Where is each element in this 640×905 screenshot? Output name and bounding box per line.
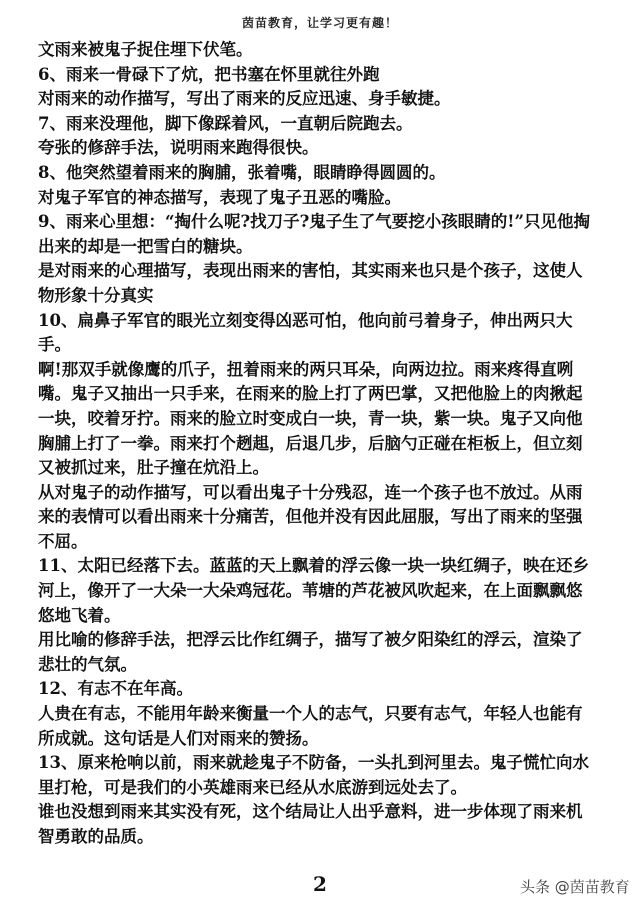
document-body xyxy=(38,38,604,850)
watermark: 头条 @茵苗教育 xyxy=(520,878,630,896)
text-line: 嘴。鬼子又抽出一只手来，在雨来的脸上打了两巴掌，又把他脸上的肉揪起 xyxy=(38,384,583,404)
text-line: 胸脯上打了一拳。雨来打个趔趄，后退几步，后脑勺正碰在柜板上，但立刻 xyxy=(38,433,583,453)
text-line: 智勇敢的品质。 xyxy=(38,827,154,846)
text-line: 人贵在有志，不能用年龄来衡量一个人的志气，只要有志气，年轻人也能有 xyxy=(38,704,583,724)
text-line: 谁也没想到雨来其实没有死，这个结局让人出乎意料，进一步体现了雨来机 xyxy=(38,802,583,822)
text-line: 用比喻的修辞手法，把浮云比作红绸子，描写了被夕阳染红的浮云，渲染了 xyxy=(38,630,583,650)
text-line: 又被抓过来，肚子撞在炕沿上。 xyxy=(38,458,269,478)
text-line: 物形象十分真实 xyxy=(38,285,154,305)
text-line: 8、他突然望着雨来的胸脯，张着嘴，眼睛睁得圆圆的。 xyxy=(38,162,446,182)
text-line: 夸张的修辞手法，说明雨来跑得很快。 xyxy=(38,138,319,158)
text-line: 11、太阳已经落下去。蓝蓝的天上飘着的浮云像一块一块红绸子，映在还乡 xyxy=(38,556,589,576)
text-line: 河上，像开了一大朵一大朵鸡冠花。苇塘的芦花被风吹起来，在上面飘飘悠 xyxy=(38,581,583,601)
text-line: 不屈。 xyxy=(38,531,88,551)
page-header: 茵苗教育，让学习更有趣！ xyxy=(241,16,398,30)
text-line: 7、雨来没理他，脚下像踩着风，一直朝后院跑去。 xyxy=(38,113,413,133)
text-line: 所成就。这句话是人们对雨来的赞扬。 xyxy=(38,728,319,748)
text-line: 10、扁鼻子军官的眼光立刻变得凶恶可怕，他向前弓着身子，伸出两只大手。 xyxy=(38,310,573,355)
text-line: 里打枪，可是我们的小英雄雨来已经从水底游到远处去了。 xyxy=(38,777,467,797)
text-line: 悠地飞着。 xyxy=(38,605,121,625)
text-line: 啊!那双手就像鹰的爪子，扭着雨来的两只耳朵，向两边拉。雨来疼得直咧 xyxy=(38,359,574,379)
text-line: 9、雨来心里想：“掏什么呢?找刀子?鬼子生了气要挖小孩眼睛的!”只见他掏 xyxy=(38,212,591,232)
text-line: 6、雨来一骨碌下了炕，把书塞在怀里就往外跑 xyxy=(38,64,380,84)
text-line: 对雨来的动作描写，写出了雨来的反应迅速、身手敏捷。 xyxy=(38,89,451,109)
text-line: 文雨来被鬼子捉住埋下伏笔。 xyxy=(38,40,253,59)
text-line: 出来的却是一把雪白的糖块。 xyxy=(38,236,253,256)
text-line: 12、有志不在年高。 xyxy=(38,679,193,699)
text-line: 悲壮的气氛。 xyxy=(38,654,137,674)
text-line: 一块，咬着牙拧。雨来的脸立时变成白一块，青一块，紫一块。鬼子又向他 xyxy=(38,408,583,428)
text-line: 13、原来枪响以前，雨来就趁鬼子不防备，一头扎到河里去。鬼子慌忙向水 xyxy=(38,753,589,773)
text-line: 对鬼子军官的神态描写，表现了鬼子丑恶的嘴脸。 xyxy=(38,187,401,207)
page-number: 2 xyxy=(313,872,327,896)
text-line: 来的表情可以看出雨来十分痛苦，但他并没有因此屈服，写出了雨来的坚强 xyxy=(38,507,583,527)
text-line: 从对鬼子的动作描写，可以看出鬼子十分残忍，连一个孩子也不放过。从雨 xyxy=(38,482,583,502)
text-line: 是对雨来的心理描写，表现出雨来的害怕，其实雨来也只是个孩子，这使人 xyxy=(38,261,583,281)
